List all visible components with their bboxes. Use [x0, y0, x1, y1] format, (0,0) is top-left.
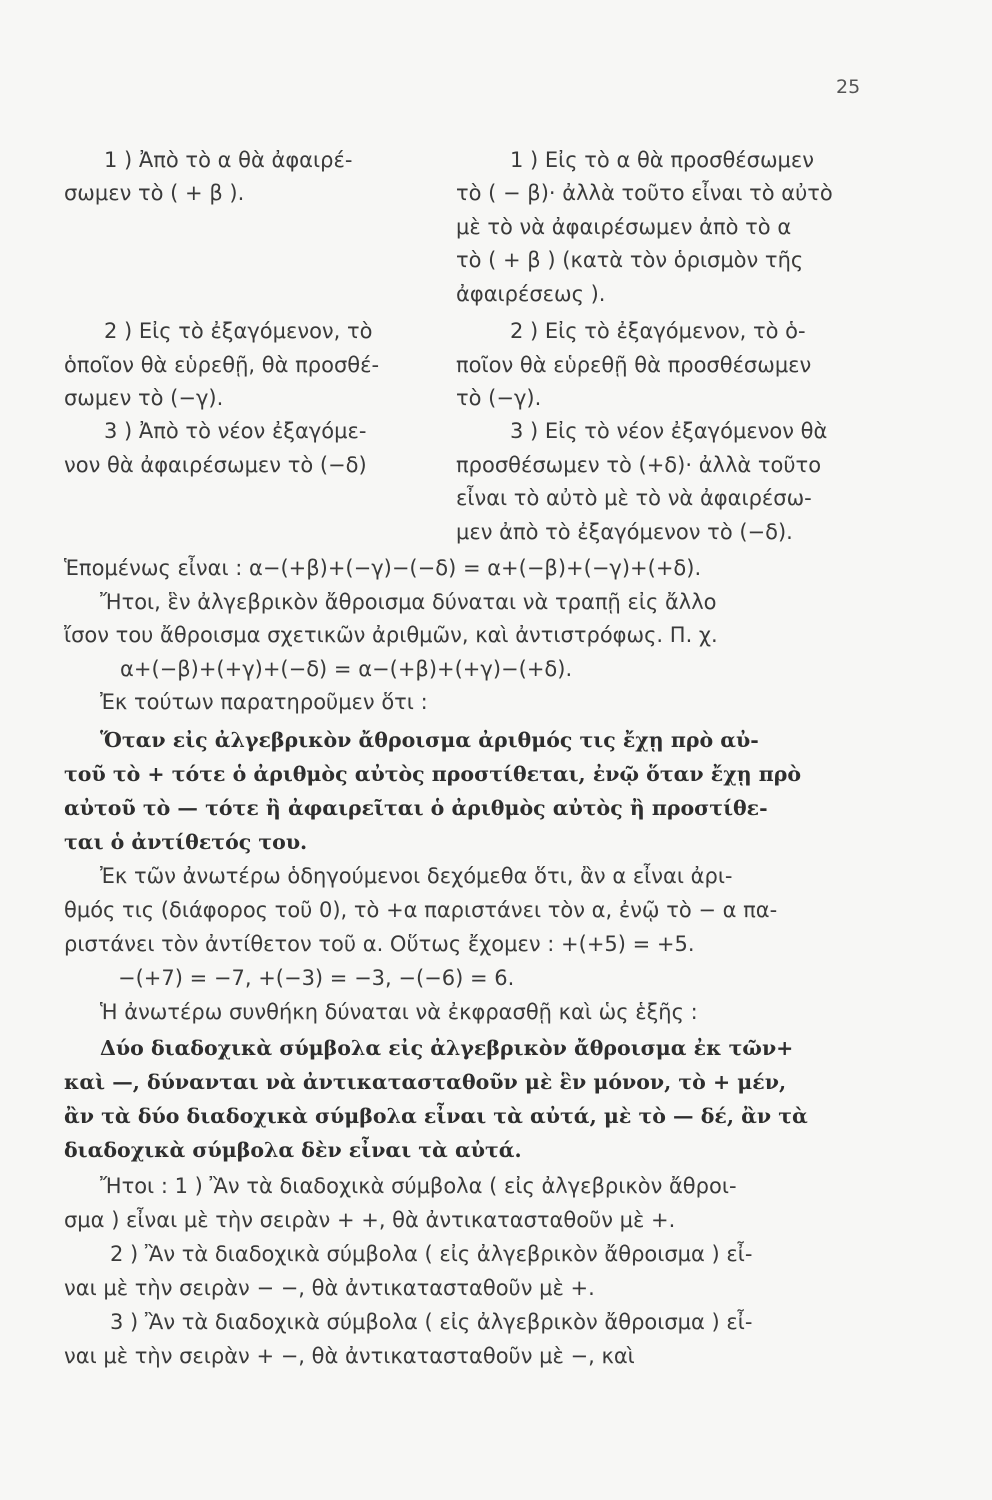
left-line-4: ὁποῖον θὰ εὑρεθῇ, θὰ προσθέ- — [64, 353, 380, 377]
left-line-1: 1 ) Ἀπὸ τὸ α θὰ ἀφαιρέ- — [104, 148, 353, 172]
left-line-3: 2 ) Εἰς τὸ ἐξαγόμενον, τὸ — [104, 319, 373, 343]
body-line-13: −(+7) = −7, +(−3) = −3, −(−6) = 6. — [118, 966, 515, 990]
body-line-8: αὐτοῦ τὸ — τότε ἢ ἀφαιρεῖται ὁ ἀριθμὸς αὐτὸς ἢ προστίθε- — [64, 796, 768, 820]
right-line-10: προσθέσωμεν τὸ (+δ)· ἀλλὰ τοῦτο — [456, 453, 822, 477]
body-line-2: Ἤτοι, ἓν ἀλγεβρικὸν ἄθροισμα δύναται νὰ τραπῇ εἰς ἄλλο — [100, 590, 717, 614]
body-line-20: σμα ) εἶναι μὲ τὴν σειρὰν + +, θὰ ἀντικατασταθοῦν μὲ +. — [64, 1208, 676, 1232]
right-line-12: μεν ἀπὸ τὸ ἐξαγόμενον τὸ (−δ). — [456, 520, 793, 544]
body-line-21: 2 ) Ἂν τὰ διαδοχικὰ σύμβολα ( εἰς ἀλγεβρικὸν ἄθροισμα ) εἶ- — [110, 1242, 753, 1266]
body-line-9: ται ὁ ἀντίθετός του. — [64, 830, 308, 854]
body-line-6: Ὅταν εἰς ἀλγεβρικὸν ἄθροισμα ἀριθμός τις ἔχῃ πρὸ αὐ- — [100, 728, 759, 752]
body-line-19: Ἤτοι : 1 ) Ἂν τὰ διαδοχικὰ σύμβολα ( εἰς ἀλγεβρικὸν ἄθροι- — [100, 1174, 737, 1198]
body-line-17: ἂν τὰ δύο διαδοχικὰ σύμβολα εἶναι τὰ αὐτά, μὲ τὸ — δέ, ἂν τὰ — [64, 1104, 808, 1128]
body-line-1: Ἑπομένως εἶναι : α−(+β)+(−γ)−(−δ) = α+(−β)+(−γ)+(+δ). — [64, 556, 702, 580]
body-line-14: Ἡ ἀνωτέρω συνθήκη δύναται νὰ ἐκφρασθῇ καὶ ὡς ἑξῆς : — [100, 1000, 698, 1024]
left-line-6: 3 ) Ἀπὸ τὸ νέον ἐξαγόμε- — [104, 419, 367, 443]
body-line-10: Ἐκ τῶν ἀνωτέρω ὁδηγούμενοι δεχόμεθα ὅτι, ἂν α εἶναι ἀρι- — [100, 864, 733, 888]
right-line-4: τὸ ( + β ) (κατὰ τὸν ὁρισμὸν τῆς — [456, 248, 804, 272]
body-line-11: θμός τις (διάφορος τοῦ 0), τὸ +α παριστάνει τὸν α, ἐνῷ τὸ − α πα- — [64, 898, 778, 922]
body-line-24: ναι μὲ τὴν σειρὰν + −, θὰ ἀντικατασταθοῦν μὲ −, καὶ — [64, 1344, 635, 1368]
body-line-4: α+(−β)+(+γ)+(−δ) = α−(+β)+(+γ)−(+δ). — [120, 657, 573, 681]
body-line-12: ριστάνει τὸν ἀντίθετον τοῦ α. Οὕτως ἔχομεν : +(+5) = +5. — [64, 932, 695, 956]
right-line-1: 1 ) Εἰς τὸ α θὰ προσθέσωμεν — [510, 148, 814, 172]
body-line-18: διαδοχικὰ σύμβολα δὲν εἶναι τὰ αὐτά. — [64, 1138, 522, 1162]
left-line-7: νον θὰ ἀφαιρέσωμεν τὸ (−δ) — [64, 453, 367, 477]
body-line-15: Δύο διαδοχικὰ σύμβολα εἰς ἀλγεβρικὸν ἄθροισμα ἐκ τῶν+ — [100, 1036, 794, 1060]
left-line-5: σωμεν τὸ (−γ). — [64, 386, 224, 410]
right-line-8: τὸ (−γ). — [456, 386, 542, 410]
right-line-3: μὲ τὸ νὰ ἀφαιρέσωμεν ἀπὸ τὸ α — [456, 215, 792, 239]
right-line-2: τὸ ( − β)· ἀλλὰ τοῦτο εἶναι τὸ αὐτὸ — [456, 181, 833, 205]
right-line-7: ποῖον θὰ εὑρεθῇ θὰ προσθέσωμεν — [456, 353, 812, 377]
right-line-5: ἀφαιρέσεως ). — [456, 282, 606, 306]
body-line-3: ἴσον του ἄθροισμα σχετικῶν ἀριθμῶν, καὶ ἀντιστρόφως. Π. χ. — [64, 623, 718, 647]
body-line-23: 3 ) Ἂν τὰ διαδοχικὰ σύμβολα ( εἰς ἀλγεβρικὸν ἄθροισμα ) εἶ- — [110, 1310, 753, 1334]
body-line-22: ναι μὲ τὴν σειρὰν − −, θὰ ἀντικατασταθοῦν μὲ +. — [64, 1276, 595, 1300]
body-line-5: Ἐκ τούτων παρατηροῦμεν ὅτι : — [100, 690, 428, 714]
right-line-9: 3 ) Εἰς τὸ νέον ἐξαγόμενον θὰ — [510, 419, 828, 443]
right-line-11: εἶναι τὸ αὐτὸ μὲ τὸ νὰ ἀφαιρέσω- — [456, 486, 812, 510]
body-line-16: καὶ —, δύνανται νὰ ἀντικατασταθοῦν μὲ ἓν μόνον, τὸ + μέν, — [64, 1070, 787, 1094]
right-line-6: 2 ) Εἰς τὸ ἐξαγόμενον, τὸ ὁ- — [510, 319, 806, 343]
left-line-2: σωμεν τὸ ( + β ). — [64, 181, 245, 205]
page-number: 25 — [836, 76, 861, 98]
body-line-7: τοῦ τὸ + τότε ὁ ἀριθμὸς αὐτὸς προστίθεται, ἐνῷ ὅταν ἔχῃ πρὸ — [64, 762, 802, 786]
